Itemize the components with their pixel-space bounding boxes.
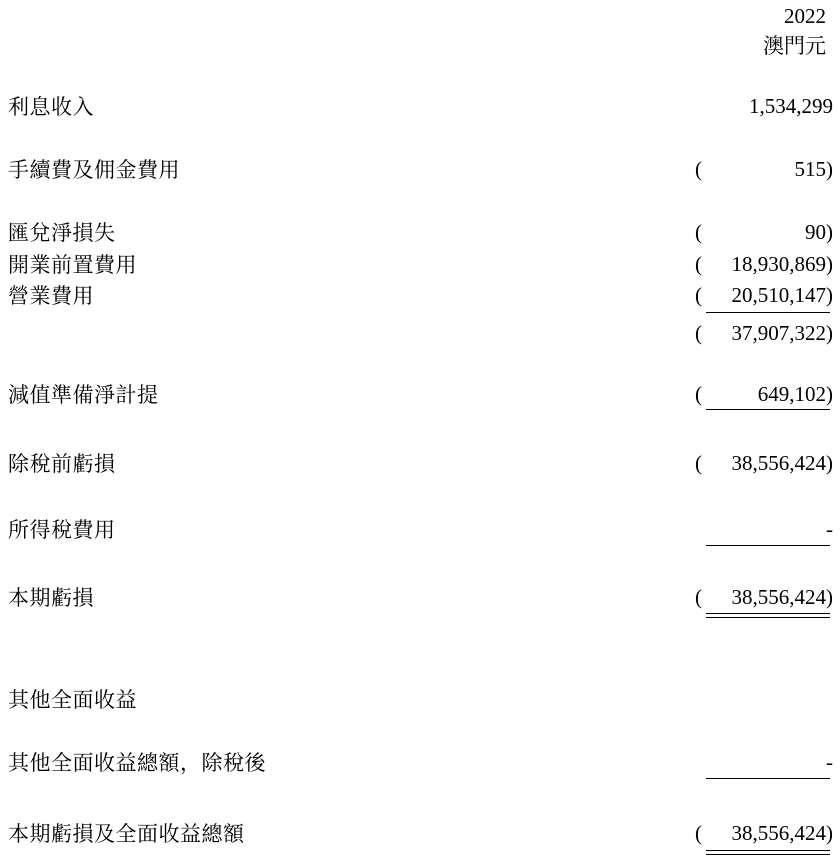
row-amount: 38,556,424) [731,451,833,475]
double-rule-bottom [706,854,830,855]
statement-row-total-oci [0,749,840,779]
row-paren: ( [695,585,702,609]
column-year: 2022 [784,4,826,28]
row-amount: 38,556,424) [731,585,833,609]
row-label: 開業前置費用 [8,253,137,277]
statement-row-net-fx-loss [0,219,840,249]
statement-row-loss-before-tax [0,450,840,480]
row-amount: 1,534,299 [749,94,833,118]
row-paren: ( [695,220,702,244]
statement-row-operating-expenses [0,282,840,312]
total-rule [706,778,830,779]
double-rule-bottom [706,617,830,618]
row-amount: - [826,517,833,541]
subtotal-rule [706,312,830,313]
row-label: 除稅前虧損 [8,452,116,476]
row-label: 減值準備淨計提 [8,383,159,407]
row-label: 本期虧損 [8,586,94,610]
subtotal-rule [706,409,830,410]
row-paren: ( [695,157,702,181]
row-paren: ( [695,283,702,307]
row-amount: - [826,750,833,774]
statement-row-loss-for-period [0,584,840,614]
row-paren: ( [695,252,702,276]
statement-row-interest-income [0,93,840,123]
total-rule [706,545,830,546]
row-label: 利息收入 [8,95,94,119]
row-amount: 20,510,147) [731,283,833,307]
row-amount: 38,556,424) [731,821,833,845]
row-label: 其他全面收益 [8,688,137,712]
statement-row-subtotal [0,320,840,350]
row-paren: ( [695,321,702,345]
row-amount: 18,930,869) [731,252,833,276]
row-paren: ( [695,821,702,845]
row-label: 手續費及佣金費用 [8,158,180,182]
row-amount: 37,907,322) [731,321,833,345]
row-amount: 90) [805,220,833,244]
statement-row-impairment-provision [0,381,840,411]
statement-row-income-tax-expense [0,516,840,546]
double-rule-top [706,850,830,851]
row-paren: ( [695,382,702,406]
column-currency: 澳門元 [763,34,826,58]
row-label: 營業費用 [8,284,94,308]
statement-row-fee-commission-expense [0,156,840,186]
row-paren: ( [695,451,702,475]
statement-row-pre-opening-expenses [0,251,840,281]
row-label: 本期虧損及全面收益總額 [8,822,245,846]
row-label: 其他全面收益總額，除稅後 [8,751,266,775]
statement-row-total-comprehensive-loss [0,820,840,850]
double-rule-top [706,613,830,614]
row-label: 匯兌淨損失 [8,221,116,245]
row-label: 所得稅費用 [8,518,116,542]
statement-row-oci-heading [0,686,840,716]
row-amount: 649,102) [757,382,833,406]
row-amount: 515) [794,157,833,181]
